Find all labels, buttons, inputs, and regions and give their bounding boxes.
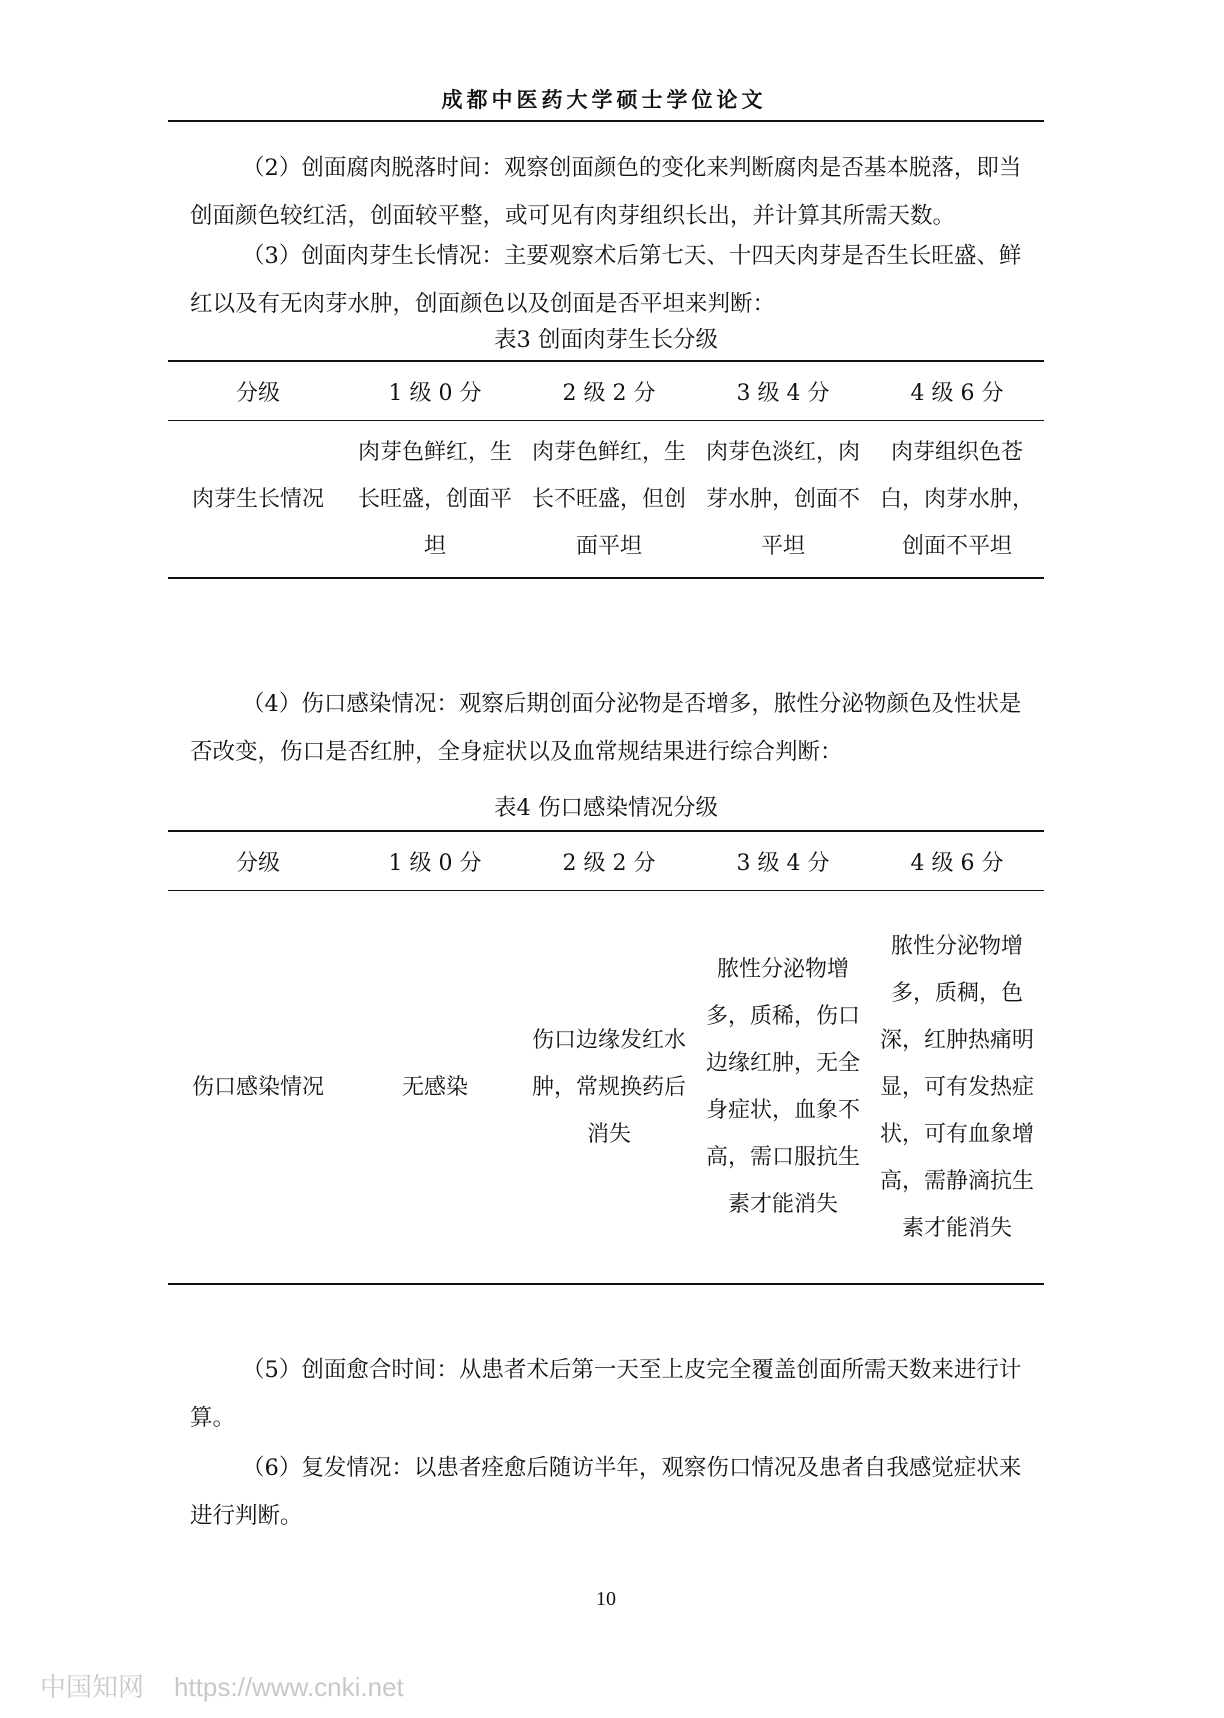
table-cell: 脓性分泌物增多，质稀，伤口边缘红肿，无全身症状，血象不高，需口服抗生素才能消失 (705, 957, 860, 1217)
table3-granulation-grading (168, 360, 1044, 579)
table-header-cell: 4 级 6 分 (910, 380, 1004, 406)
table-header-cell: 2 级 2 分 (562, 380, 656, 406)
table-header-cell: 1 级 0 分 (388, 380, 482, 406)
paragraph-granulation-growth (190, 232, 1036, 328)
table-header-cell: 1 级 0 分 (388, 850, 482, 876)
paragraph-text: （2）创面腐肉脱落时间：观察创面颜色的变化来判断腐肉是否基本脱落，即当创面颜色较红活，创面较平整，或可见有肉芽组织长出，并计算其所需天数。 (190, 155, 1022, 229)
table-header-cell: 4 级 6 分 (910, 850, 1004, 876)
page-number: 10 (596, 1588, 616, 1610)
table-cell: 肉芽色淡红，肉芽水肿，创面不平坦 (705, 439, 860, 559)
table-cell: 脓性分泌物增多，质稠，色深，红肿热痛明显，可有发热症状，可有血象增高，需静滴抗生素才能消失 (879, 933, 1034, 1241)
watermark-url: https://www.cnki.net (174, 1672, 404, 1702)
table-row (168, 421, 1044, 579)
table-header-cell: 3 级 4 分 (736, 380, 830, 406)
table-header-cell: 分级 (235, 850, 280, 876)
table-row (168, 891, 1044, 1285)
paragraph-recurrence (190, 1444, 1036, 1540)
table-cell: 肉芽色鲜红，生长不旺盛，但创面平坦 (531, 439, 686, 559)
table-cell: 伤口边缘发红水肿，常规换药后消失 (531, 1027, 686, 1147)
table-cell: 无感染 (401, 1074, 468, 1100)
table3-caption: 表3 创面肉芽生长分级 (494, 327, 718, 353)
table-header-row (168, 361, 1044, 421)
paragraph-wound-slough-time (190, 144, 1036, 240)
watermark-brand: 中国知网 (40, 1672, 145, 1702)
paragraph-text: （4）伤口感染情况：观察后期创面分泌物是否增多，脓性分泌物颜色及性状是否改变，伤口是否红肿，全身症状以及血常规结果进行综合判断： (190, 691, 1022, 765)
table-header-cell: 2 级 2 分 (562, 850, 656, 876)
paragraph-text: （3）创面肉芽生长情况：主要观察术后第七天、十四天肉芽是否生长旺盛、鲜红以及有无肉芽水肿，创面颜色以及创面是否平坦来判断： (190, 243, 1022, 317)
table-cell: 伤口感染情况 (191, 1074, 324, 1100)
table-cell: 肉芽组织色苍白，肉芽水肿，创面不平坦 (879, 439, 1034, 559)
table-header-cell: 3 级 4 分 (736, 850, 830, 876)
table4-caption: 表4 伤口感染情况分级 (494, 795, 718, 821)
cnki-watermark (40, 1667, 404, 1704)
table-cell: 肉芽生长情况 (191, 486, 324, 512)
paragraph-healing-time (190, 1346, 1036, 1442)
table4-infection-grading (168, 830, 1044, 1285)
running-header: 成都中医药大学硕士学位论文 (441, 87, 767, 112)
table-cell: 肉芽色鲜红，生长旺盛，创面平坦 (357, 439, 512, 559)
header-rule (168, 120, 1044, 122)
paragraph-text: （5）创面愈合时间：从患者术后第一天至上皮完全覆盖创面所需天数来进行计算。 (190, 1357, 1022, 1431)
table-header-cell: 分级 (235, 380, 280, 406)
paragraph-text: （6）复发情况：以患者痊愈后随访半年，观察伤口情况及患者自我感觉症状来进行判断。 (190, 1455, 1022, 1529)
paragraph-wound-infection (190, 680, 1036, 776)
table-header-row (168, 831, 1044, 891)
